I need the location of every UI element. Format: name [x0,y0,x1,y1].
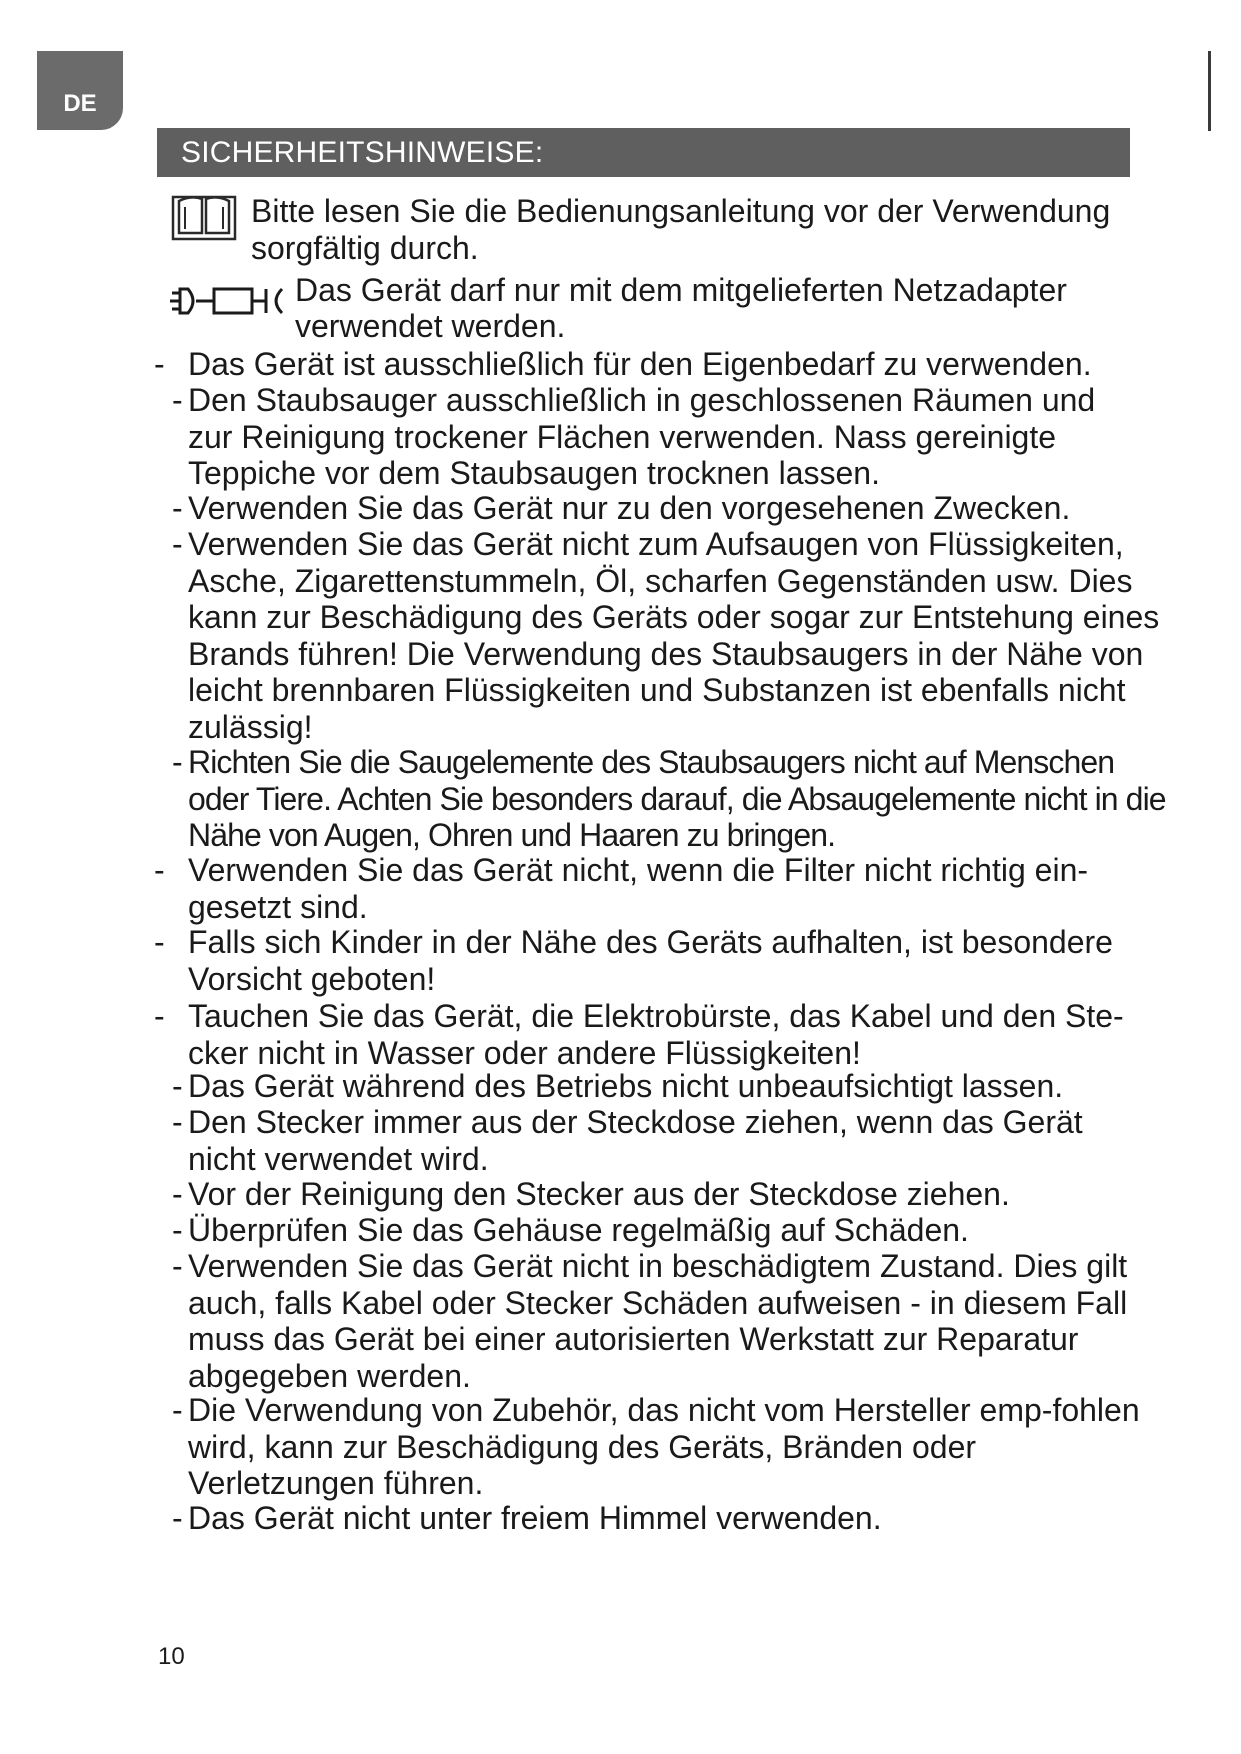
list-item-text: Das Gerät ist ausschließlich für den Eigenbedarf zu verwenden. [188,346,1092,382]
list-item-text: Verwenden Sie das Gerät nur zu den vorgesehenen Zwecken. [188,490,1071,526]
list-item-text: Verwenden Sie das Gerät nicht in beschädigtem Zustand. Dies gilt auch, falls Kabel oder Stecker Schäden aufweisen - in diesem Fall muss das Gerät bei einer autorisierten Werkstatt zur Reparatur abgegeben werden. [188,1248,1128,1394]
dash-bullet: - [172,744,183,780]
dash-bullet: - [154,346,165,382]
list-item-text: Das Gerät nicht unter freiem Himmel verwenden. [188,1500,882,1536]
list-item-text: Falls sich Kinder in der Nähe des Geräts aufhalten, ist besondere Vorsicht geboten! [188,924,1113,997]
margin-rule [1208,51,1211,131]
dash-bullet: - [172,1068,183,1104]
dash-bullet: - [172,1104,183,1140]
dash-bullet: - [172,1500,183,1536]
list-item-text: Verwenden Sie das Gerät nicht zum Aufsaugen von Flüssigkeiten, Asche, Zigarettenstummeln, Öl, scharfen Gegenständen usw. Dies kann zur Beschädigung des Geräts oder sogar zur Entstehung eines Brands führen! Die Verwendung des Staubsaugers in der Nähe von leicht brennbaren Flüssigkeiten und Substanzen ist ebenfalls nicht zulässig! [188,526,1160,745]
manual-note-line-1: Bitte lesen Sie die Bedienungsanleitung vor der Verwendung [251,193,1111,229]
dash-bullet: - [154,924,165,960]
manual-note-line-2: sorgfältig durch. [251,230,479,266]
list-item-text: Tauchen Sie das Gerät, die Elektrobürste, das Kabel und den Ste-cker nicht in Wasser oder andere Flüssigkeiten! [188,998,1124,1071]
list-item-text: Richten Sie die Saugelemente des Staubsaugers nicht auf Menschen oder Tiere. Achten Sie besonders darauf, die Absaugelemente nicht in die Nähe von Augen, Ohren und Haaren zu bringen. [188,744,1166,853]
list-item-text: Den Stecker immer aus der Steckdose ziehen, wenn das Gerät nicht verwendet wird. [188,1104,1083,1177]
power-adapter-icon [170,283,286,319]
dash-bullet: - [172,1212,183,1248]
adapter-note-line-1: Das Gerät darf nur mit dem mitgelieferten Netzadapter [295,272,1067,308]
list-item-text: Vor der Reinigung den Stecker aus der Steckdose ziehen. [188,1176,1010,1212]
dash-bullet: - [172,526,183,562]
list-item-text: Die Verwendung von Zubehör, das nicht vom Hersteller emp-fohlen wird, kann zur Beschädigung des Geräts, Bränden oder Verletzungen führen. [188,1392,1140,1501]
dash-bullet: - [154,998,165,1034]
section-title: SICHERHEITSHINWEISE: [157,128,1130,177]
list-item-text: Verwenden Sie das Gerät nicht, wenn die Filter nicht richtig ein-gesetzt sind. [188,852,1089,925]
dash-bullet: - [172,1176,183,1212]
dash-bullet: - [172,490,183,526]
dash-bullet: - [172,1248,183,1284]
book-icon [171,193,237,241]
language-label: DE [63,89,97,117]
list-item-text: Den Staubsauger ausschließlich in geschlossenen Räumen und zur Reinigung trockener Flächen verwenden. Nass gereinigte Teppiche vor dem Staubsaugen trocknen lassen. [188,382,1096,491]
page-number: 10 [158,1643,185,1670]
list-item-text: Überprüfen Sie das Gehäuse regelmäßig auf Schäden. [188,1212,969,1248]
dash-bullet: - [172,382,183,418]
language-tab [37,51,123,130]
dash-bullet: - [154,852,165,888]
adapter-note-line-2: verwendet werden. [295,308,566,344]
list-item-text: Das Gerät während des Betriebs nicht unbeaufsichtigt lassen. [188,1068,1064,1104]
dash-bullet: - [172,1392,183,1428]
